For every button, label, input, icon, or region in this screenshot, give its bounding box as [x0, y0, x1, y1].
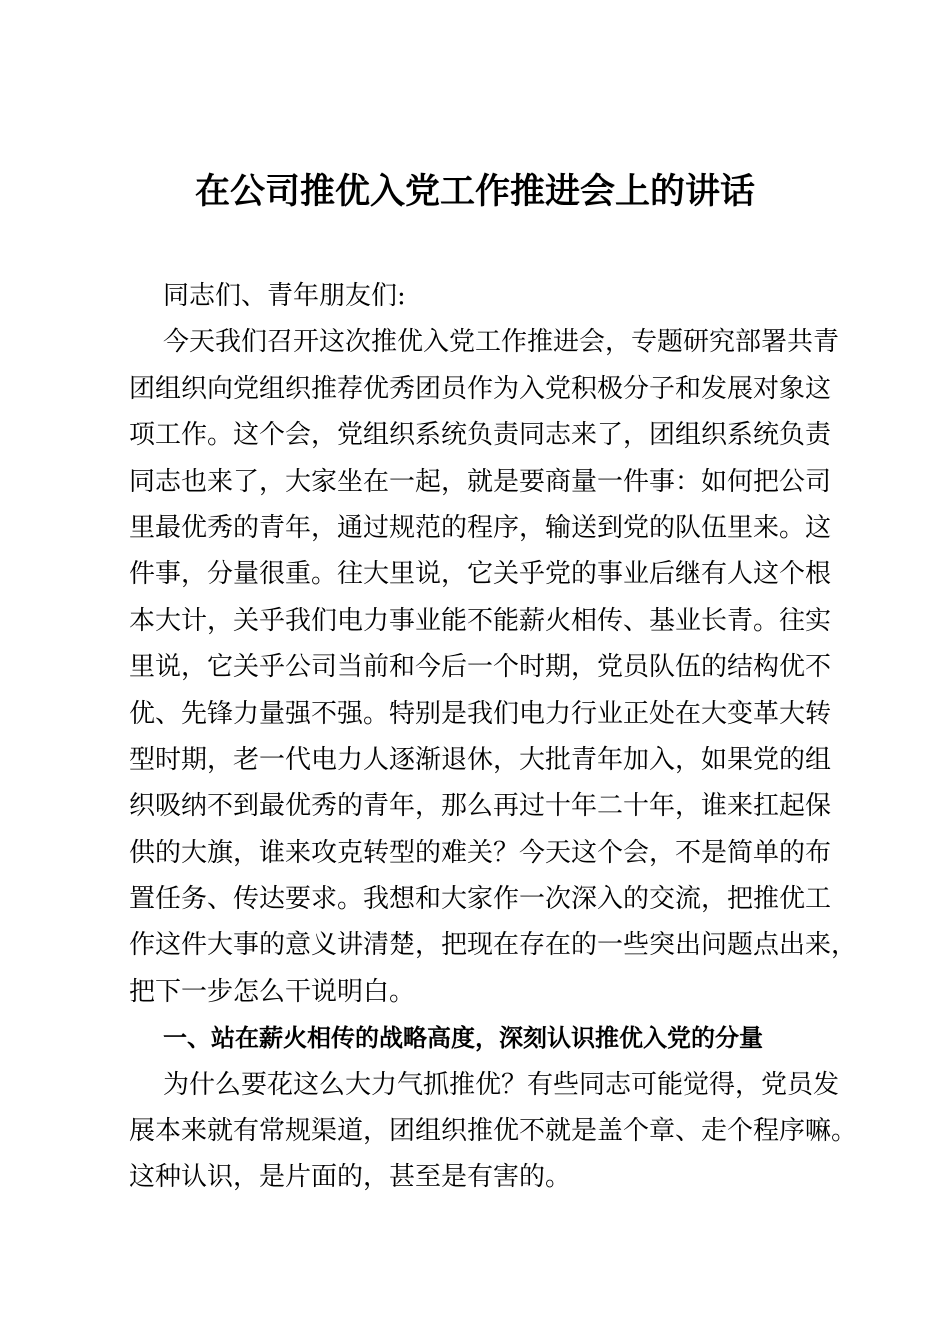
- paragraph-line: 置任务、传达要求。我想和大家作一次深入的交流，把推优工: [129, 884, 832, 915]
- paragraph-line: 优、先锋力量强不强。特别是我们电力行业正处在大变革大转: [129, 698, 832, 729]
- paragraph-line: 今天我们召开这次推优入党工作推进会，专题研究部署共青: [163, 327, 840, 358]
- salutation: 同志们、青年朋友们:: [163, 281, 406, 311]
- document-body: [129, 273, 858, 1201]
- paragraph-1: [129, 319, 858, 1015]
- paragraph-line: 里最优秀的青年，通过规范的程序，输送到党的队伍里来。这: [129, 512, 832, 543]
- paragraph-line: 同志也来了，大家坐在一起，就是要商量一件事：如何把公司: [129, 466, 832, 497]
- paragraph-line: 本大计，关乎我们电力事业能不能薪火相传、基业长青。往实: [129, 605, 832, 636]
- paragraph-line: 项工作。这个会，党组织系统负责同志来了，团组织系统负责: [129, 420, 832, 451]
- paragraph-line: 件事，分量很重。往大里说，它关乎党的事业后继有人这个根: [129, 559, 832, 590]
- paragraph-line: 这种认识，是片面的，甚至是有害的。: [129, 1162, 572, 1193]
- section-heading: 一、站在薪火相传的战略高度，深刻认识推优入党的分量: [163, 1024, 763, 1053]
- paragraph-line: 把下一步怎么干说明白。: [129, 976, 416, 1007]
- paragraph-line: 织吸纳不到最优秀的青年，那么再过十年二十年，谁来扛起保: [129, 791, 832, 822]
- paragraph-line: 供的大旗，谁来攻克转型的难关？今天这个会，不是简单的布: [129, 837, 832, 868]
- paragraph-line: 里说，它关乎公司当前和今后一个时期，党员队伍的结构优不: [129, 652, 832, 683]
- paragraph-line: 型时期，老一代电力人逐渐退休，大批青年加入，如果党的组: [129, 744, 832, 775]
- paragraph-line: 作这件大事的意义讲清楚，把现在存在的一些突出问题点出来，: [129, 930, 858, 961]
- paragraph-line: 团组织向党组织推荐优秀团员作为入党积极分子和发展对象这: [129, 373, 832, 404]
- paragraph-2: [129, 1062, 858, 1201]
- document-title: 在公司推优入党工作推进会上的讲话: [194, 171, 755, 212]
- paragraph-line: 为什么要花这么大力气抓推优？有些同志可能觉得，党员发: [163, 1069, 840, 1100]
- paragraph-line: 展本来就有常规渠道，团组织推优不就是盖个章、走个程序嘛。: [129, 1116, 858, 1147]
